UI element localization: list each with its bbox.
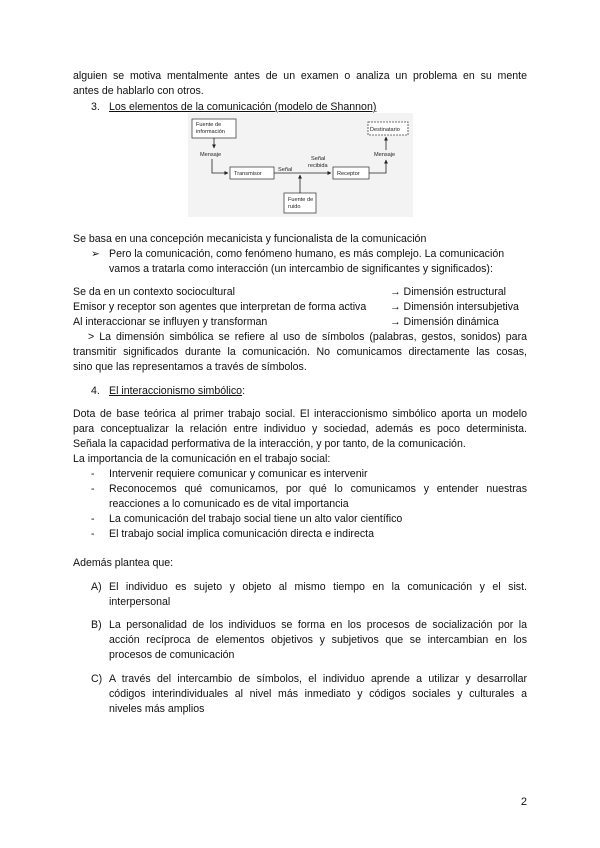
channel-label-1: Señal <box>311 156 326 162</box>
section-3-title: Los elementos de la comunicación (modelo de Shannon) <box>109 101 377 113</box>
theory-line-2: para conceptualizar la relación entre individuo y sociedad, además es poco determinista. <box>73 423 527 435</box>
receiver-to-message-arrow <box>369 160 386 173</box>
symbolic-line-1: > La dimensión simbólica se refiere al uso de símbolos (palabras, gestos, sonidos) para <box>88 331 527 343</box>
transmitter-label: Transmisor <box>234 171 262 177</box>
source-label-2: información <box>196 129 225 135</box>
arrow-bullet: ➢ <box>91 248 100 260</box>
point-a-line-2: interpersonal <box>109 596 171 608</box>
shannon-model-diagram <box>188 113 413 217</box>
noise-box <box>284 193 316 213</box>
destination-label: Destinatario <box>370 127 400 133</box>
importance-item-2-line-1: Reconocemos qué comunicamos, por qué lo comunicamos y entender nuestras <box>109 483 527 495</box>
dimension-row-1-label: → Dimensión estructural <box>390 286 506 298</box>
importance-item-3: La comunicación del trabajo social tiene un alto valor científico <box>109 513 403 525</box>
point-b-label: B) <box>91 619 102 631</box>
message-to-transmitter-arrow <box>212 159 228 173</box>
importance-item-4: El trabajo social implica comunicación directa e indirecta <box>109 528 374 540</box>
point-c-line-1: A través del intercambio de símbolos, el individuo aprende a utilizar y desarrollar <box>109 673 527 685</box>
message-in-label: Mensaje <box>374 152 396 158</box>
list-dash: - <box>91 468 95 480</box>
point-b-line-2: acción recíproca de elementos objetivos y subjetivos que se intercambian en los <box>109 634 527 646</box>
source-label-1: Fuente de <box>196 122 222 128</box>
receiver-label: Receptor <box>337 171 360 177</box>
point-b-line-3: procesos de comunicación <box>109 649 235 661</box>
theory-line-3: Señala la capacidad performativa de la interacción, y por tanto, de la comunicación. <box>73 438 466 450</box>
theory-line-1: Dota de base teórica al primer trabajo social. El interaccionismo simbólico aporta un modelo <box>73 408 527 420</box>
signal-label: Señal <box>278 167 293 173</box>
section-4-number: 4. <box>91 385 100 397</box>
page-number: 2 <box>520 796 527 808</box>
point-c-label: C) <box>91 673 103 685</box>
list-dash: - <box>91 528 95 540</box>
importance-item-2-line-2: reacciones a lo comunicado es de vital importancia <box>109 498 349 510</box>
intro-line-2: antes de hablarlo con otros. <box>73 85 204 97</box>
symbolic-line-2: transmitir significados durante la comunicación. No comunicamos directamente las cosas, <box>73 346 527 358</box>
point-a-label: A) <box>91 581 102 593</box>
also-heading: Además plantea que: <box>73 557 174 569</box>
dimension-row-1-text: Se da en un contexto sociocultural <box>73 286 235 298</box>
list-dash: - <box>91 483 95 495</box>
mechanistic-bullet-line-2: vamos a tratarla como interacción (un intercambio de significantes y significados): <box>109 263 493 275</box>
intro-line-1: alguien se motiva mentalmente antes de un examen o analiza un problema en su mente <box>73 70 527 82</box>
point-a-line-1: El individuo es sujeto y objeto al mismo tiempo en la comunicación y el sist. <box>109 581 527 593</box>
point-c-line-3: niveles más amplios <box>109 703 205 715</box>
theory-line-4: La importancia de la comunicación en el trabajo social: <box>73 453 331 465</box>
mechanistic-bullet-line-1: Pero la comunicación, como fenómeno humano, es más complejo. La comunicación <box>109 248 505 260</box>
noise-label-1: Fuente de <box>288 197 314 203</box>
symbolic-line-3: sino que las representamos a través de símbolos. <box>73 361 307 373</box>
point-b-line-1: La personalidad de los individuos se forma en los procesos de socialización por la <box>109 619 527 631</box>
dimension-row-3-label: → Dimensión dinámica <box>390 316 499 328</box>
section-4-colon: : <box>242 385 246 397</box>
message-out-label: Mensaje <box>200 152 222 158</box>
dimension-row-2-text: Emisor y receptor son agentes que interpretan de forma activa <box>73 301 367 313</box>
channel-label-2: recibida <box>308 163 328 169</box>
noise-label-2: ruido <box>288 204 301 210</box>
section-3-number: 3. <box>91 101 100 113</box>
section-4-title: El interaccionismo simbólico <box>109 385 243 397</box>
point-c-line-2: códigos interindividuales al nivel más inmediato y códigos sociales y culturales a <box>109 688 527 700</box>
section-4-heading <box>109 384 245 399</box>
importance-item-1: Intervenir requiere comunicar y comunicar es intervenir <box>109 468 368 480</box>
dimension-row-3-text: Al interaccionar se influyen y transforman <box>73 316 268 328</box>
list-dash: - <box>91 513 95 525</box>
dimension-row-2-label: → Dimensión intersubjetiva <box>390 301 519 313</box>
mechanistic-base: Se basa en una concepción mecanicista y funcionalista de la comunicación <box>73 233 427 245</box>
